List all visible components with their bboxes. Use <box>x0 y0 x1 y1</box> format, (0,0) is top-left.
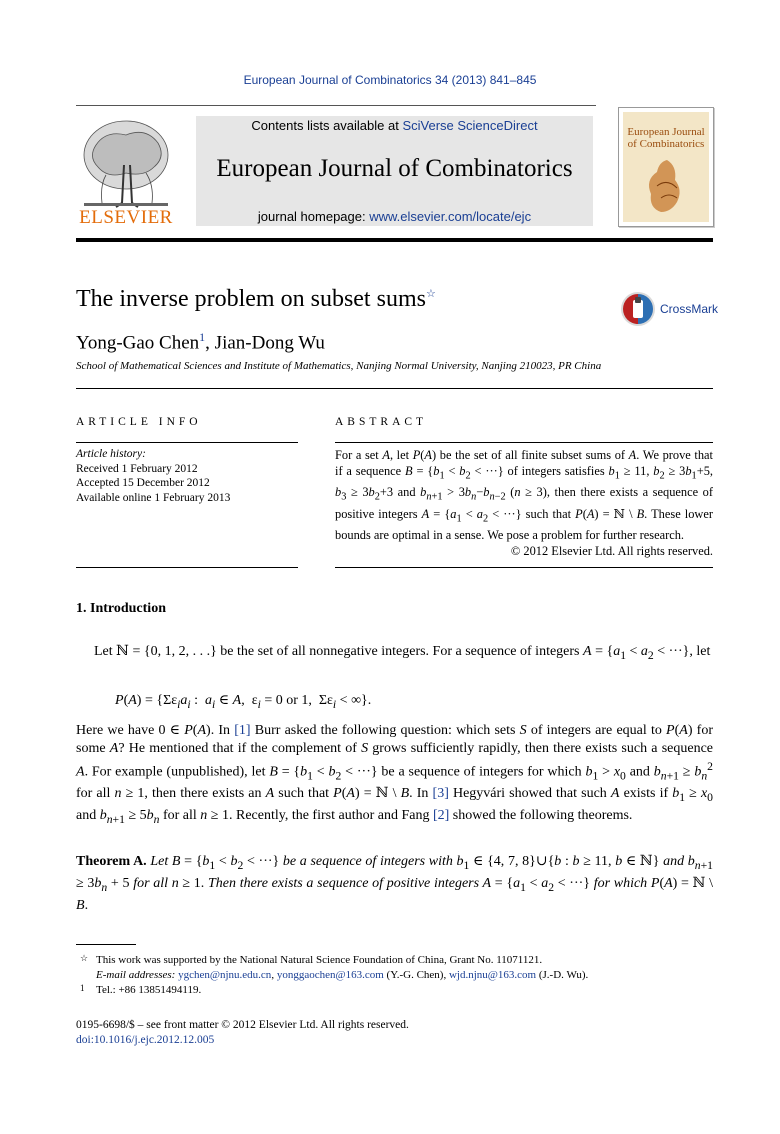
abstract-heading: ABSTRACT <box>335 416 428 428</box>
article-info-heading: ARTICLE INFO <box>76 416 202 428</box>
homepage-prefix: journal homepage: <box>257 209 370 224</box>
theorem-a-label: Theorem A. <box>76 854 147 869</box>
accepted-date: Accepted 15 December 2012 <box>76 477 210 489</box>
tel-text: Tel.: +86 13851494119. <box>96 984 202 996</box>
email-link-2[interactable]: yonggaochen@163.com <box>276 969 384 981</box>
article-history <box>76 447 230 505</box>
footnote-funding <box>76 953 713 968</box>
footnote-one-mark: 1 <box>80 983 85 993</box>
theorem-a: Theorem A. Let $B = \{b_1 < b_2$ < ···} be a sequence of integers with $b_1$ ∈ {4, 7, 8}∪{b : b ≥ 11, b ∈ ℕ} and $b_{n+1} \ge 3b_n + 5$ for all n ≥ 1. Then there exists a sequence of positive integers $A = \{a_1 < a_2$ < ···} for which P(A) = ℕ \ B. <box>76 854 713 913</box>
footnote-emails: E-mail addresses: ygchen@njnu.edu.cn, yonggaochen@163.com (Y.-G. Chen), wjd.njnu@163.com (J.-D. Wu). <box>96 969 589 981</box>
received-date: Received 1 February 2012 <box>76 462 198 475</box>
history-label: Article history: <box>76 448 146 460</box>
email-owner-2: (J.-D. Wu). <box>536 969 589 981</box>
journal-reference[interactable]: European Journal of Combinatorics 34 (2013) 841–845 <box>243 73 537 87</box>
abstract-rule-top <box>335 442 713 443</box>
ref-2[interactable]: [2] <box>432 808 450 824</box>
info-rule-bottom <box>76 567 298 568</box>
journal-cover[interactable] <box>618 107 714 227</box>
doi-link[interactable]: doi:10.1016/j.ejc.2012.12.005 <box>76 1034 215 1046</box>
issn-line: 0195-6698/$ – see front matter © 2012 Elsevier Ltd. All rights reserved. <box>76 1019 409 1031</box>
ref-3[interactable]: [3] <box>432 786 449 802</box>
homepage-link[interactable]: www.elsevier.com/locate/ejc <box>369 209 532 224</box>
email-label: E-mail addresses: <box>96 969 179 981</box>
footnotes <box>76 953 713 998</box>
abstract-rule-bottom <box>335 567 713 568</box>
crossmark-icon <box>620 291 656 327</box>
online-date: Available online 1 February 2013 <box>76 491 231 504</box>
abstract-copyright: © 2012 Elsevier Ltd. All rights reserved. <box>510 544 713 559</box>
elsevier-wordmark: ELSEVIER <box>79 207 173 228</box>
email-owner-1: (Y.-G. Chen), <box>383 969 449 981</box>
funding-text: This work was supported by the National Natural Science Foundation of China, Grant No. 11071121. <box>96 954 543 966</box>
info-rule-top <box>76 442 298 443</box>
intro-paragraph-2: Here we have 0 ∈ P(A). In [1] Burr asked the following question: which sets S of integers are equal to P(A) for some A? He mentioned that if the complement of S grows sufficiently rapidly, then there exists such a sequence A. For example (unpublished), let $B = \{b_1 < b_2$ < ···} be a sequence of integers for which $b_1 > x_0$ and $b_{n+1} \ge b_n^2$ for all n ≥ 1, then there exists an A such that P(A) = ℕ \ B. In [3] Hegyvári showed that such A exists if $b_1 \ge x_0$ and $b_{n+1} \ge 5b_n$ for all n ≥ 1. Recently, the first author and Fang [2] showed the following theorems. <box>76 723 714 827</box>
affiliation: School of Mathematical Sciences and Institute of Mathematics, Nanjing Normal University, Nanjing 210023, PR China <box>76 360 602 372</box>
crossmark-label: CrossMark <box>660 302 719 316</box>
email-link-1[interactable]: ygchen@njnu.edu.cn <box>178 969 272 981</box>
contents-prefix: Contents lists available at <box>251 118 403 133</box>
title-footnote-mark[interactable]: ☆ <box>425 288 436 300</box>
author-wu: Jian-Dong Wu <box>214 332 325 354</box>
homepage-line <box>196 209 593 224</box>
header-top-rule <box>76 105 596 106</box>
contents-line <box>196 118 593 133</box>
email-link-3[interactable]: wjd.njnu@163.com <box>448 969 537 981</box>
journal-title: European Journal of Combinatorics <box>216 155 573 182</box>
header-bottom-rule <box>76 238 713 242</box>
author-chen: Yong-Gao Chen <box>76 332 200 354</box>
intro-heading: 1. Introduction <box>76 601 166 616</box>
footnote-star-mark: ☆ <box>80 953 89 963</box>
author-separator: , <box>205 332 215 354</box>
paper-title <box>76 286 436 313</box>
footnote-rule <box>76 944 136 945</box>
formula-pa: $P(A) = \{\Sigma\varepsilon_ia_i$ : $a_i$ ∈ A, $\varepsilon_i = 0$ or 1, $\Sigma\varepsilon_i$ < ∞}. <box>115 693 372 711</box>
paper-title-text: The inverse problem on subset sums <box>76 286 426 312</box>
front-matter <box>76 1018 409 1048</box>
footnote-tel <box>76 983 713 998</box>
ref-1[interactable]: [1] <box>234 723 251 738</box>
sciencedirect-link[interactable]: SciVerse ScienceDirect <box>402 118 538 133</box>
title-bottom-rule <box>76 388 713 389</box>
intro-paragraph-1: Let ℕ = {0, 1, 2, . . .} be the set of all nonnegative integers. For a sequence of integers $A = \{a_1 < a_2$ < ···}, let <box>94 644 711 662</box>
cover-art <box>623 112 709 222</box>
cover-figure-icon <box>643 156 691 216</box>
authors <box>76 330 325 354</box>
author-footnote-mark[interactable]: 1 <box>199 330 206 344</box>
crossmark-badge[interactable] <box>620 291 720 329</box>
cover-title: European Journal of Combinatorics <box>627 126 705 150</box>
abstract-text: For a set A, let P(A) be the set of all finite subset sums of A. We prove that if a sequence $B = \{b_1 < b_2$ < ···} of integers satisfies $b_1 \ge 11$, $b_2 \ge 3b_1+5$, $b_3 \ge 3b_2+3$ and $b_{n+1} > 3b_n-b_{n-2}$ (n ≥ 3), then there exists a sequence of positive integers $A = \{a_1 < a_2$ < ···} such that P(A) = ℕ \ B. These lower bounds are optimal in a sense. We pose a problem for further research. © 2012 Elsevier Ltd. All rights reserved. <box>335 448 713 559</box>
